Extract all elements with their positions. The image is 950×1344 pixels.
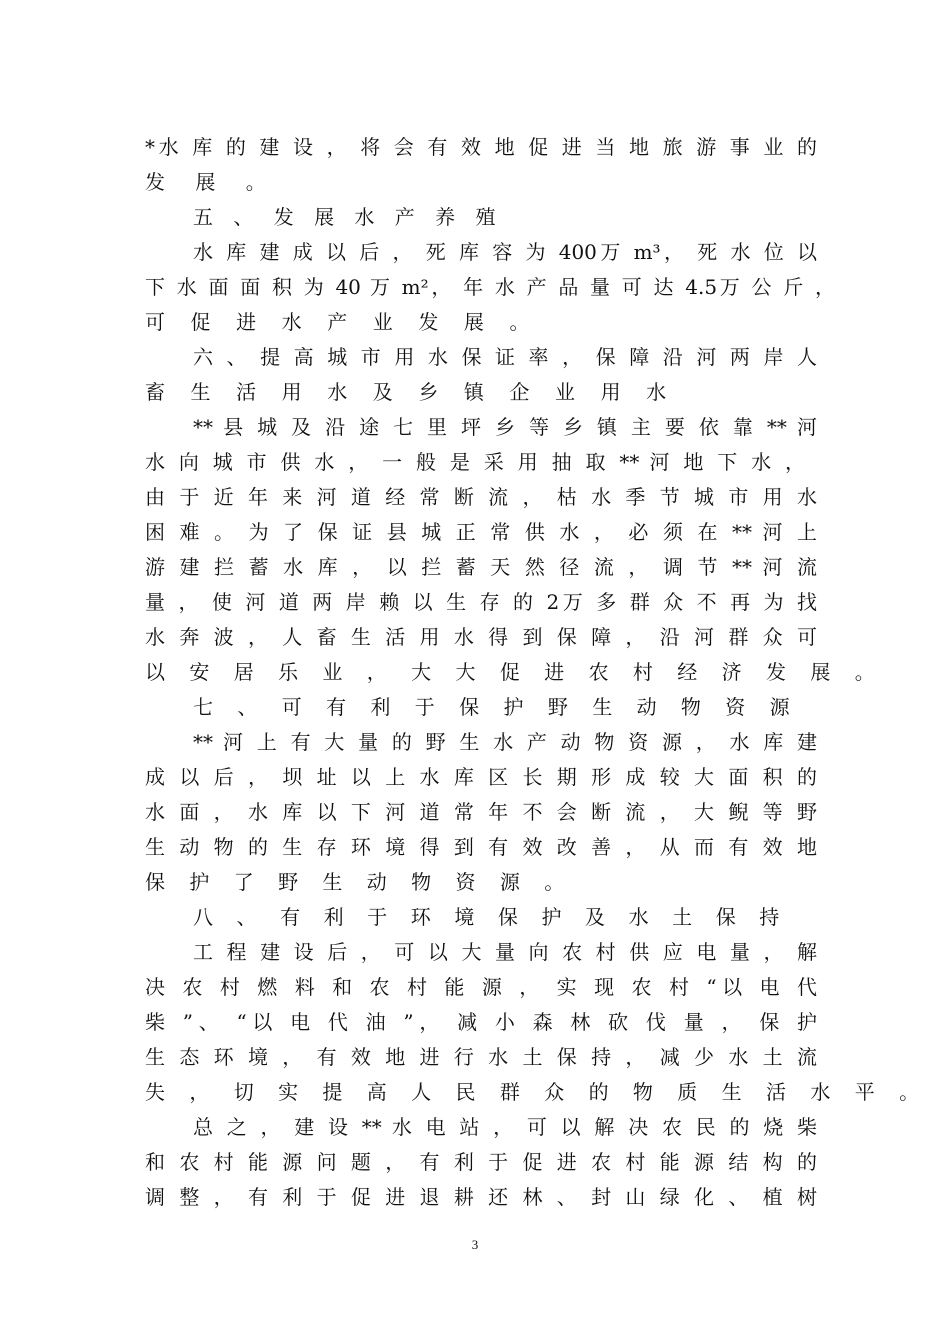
body-line: 成 以 后 ， 坝 址 以 上 水 库 区 长 期 形 成 较 大 面 积 的	[145, 765, 817, 789]
body-line: 调 整 ， 有 利 于 促 进 退 耕 还 林 、 封 山 绿 化 、 植 树	[145, 1185, 817, 1209]
body-line: 以 安 居 乐 业 ， 大 大 促 进 农 村 经 济 发 展 。	[145, 660, 884, 684]
body-line: 总 之 ， 建 设 ** 水 电 站 ， 可 以 解 决 农 民 的 烧 柴	[193, 1115, 817, 1139]
body-line: 柴 ”、 “以 电 代 油 ”， 减 小 森 林 砍 伐 量 ， 保 护	[145, 1010, 817, 1034]
body-line: *水 库 的 建 设 ， 将 会 有 效 地 促 进 当 地 旅 游 事 业 的	[145, 135, 817, 159]
body-line: 发 展 。	[145, 170, 278, 194]
body-line: 下 水 面 面 积 为 40 万 m²， 年 水 产 品 量 可 达 4.5万 公 斤 ，	[145, 275, 835, 299]
section-heading: 七 、 可 有 利 于 保 护 野 生 动 物 资 源	[193, 695, 799, 719]
body-line: 决 农 村 燃 料 和 农 村 能 源 ， 实 现 农 村 “以 电 代	[145, 975, 817, 999]
body-line: 工 程 建 设 后 ， 可 以 大 量 向 农 村 供 应 电 量 ， 解	[193, 940, 817, 964]
body-line: 生 动 物 的 生 存 环 境 得 到 有 效 改 善 ， 从 而 有 效 地	[145, 835, 817, 859]
body-line: ** 县 城 及 沿 途 七 里 坪 乡 等 乡 镇 主 要 依 靠 ** 河	[193, 415, 817, 439]
body-line: 由 于 近 年 来 河 道 经 常 断 流 ， 枯 水 季 节 城 市 用 水	[145, 485, 817, 509]
body-line: 水 向 城 市 供 水 ， 一 般 是 采 用 抽 取 ** 河 地 下 水 ，	[145, 450, 805, 474]
body-line: 量 ， 使 河 道 两 岸 赖 以 生 存 的 2万 多 群 众 不 再 为 找	[145, 590, 817, 614]
body-line: 可 促 进 水 产 业 发 展 。	[145, 310, 540, 334]
section-heading: 五 、 发 展 水 产 养 殖	[193, 205, 503, 229]
section-heading: 六 、 提 高 城 市 用 水 保 证 率 ， 保 障 沿 河 两 岸 人	[193, 345, 817, 369]
body-line: 水 面 ， 水 库 以 下 河 道 常 年 不 会 断 流 ， 大 鲵 等 野	[145, 800, 817, 824]
body-line: 生 态 环 境 ， 有 效 地 进 行 水 土 保 持 ， 减 少 水 土 流	[145, 1045, 817, 1069]
body-line: ** 河 上 有 大 量 的 野 生 水 产 动 物 资 源 ， 水 库 建	[193, 730, 817, 754]
body-line: 游 建 拦 蓄 水 库 ， 以 拦 蓄 天 然 径 流 ， 调 节 ** 河 流	[145, 555, 817, 579]
section-heading: 八 、 有 利 于 环 境 保 护 及 水 土 保 持	[193, 905, 788, 929]
body-line: 保 护 了 野 生 动 物 资 源 。	[145, 870, 574, 894]
body-line: 和 农 村 能 源 问 题 ， 有 利 于 促 进 农 村 能 源 结 构 的	[145, 1150, 817, 1174]
body-line: 水 库 建 成 以 后 ， 死 库 容 为 400万 m³， 死 水 位 以	[193, 240, 817, 264]
section-heading: 畜 生 活 用 水 及 乡 镇 企 业 用 水	[145, 380, 676, 404]
body-line: 水 奔 波 ， 人 畜 生 活 用 水 得 到 保 障 ， 沿 河 群 众 可	[145, 625, 817, 649]
body-line: 困 难 。 为 了 保 证 县 城 正 常 供 水 ， 必 须 在 ** 河 上	[145, 520, 817, 544]
page-number: 3	[471, 1237, 479, 1252]
body-line: 失 ， 切 实 提 高 人 民 群 众 的 物 质 生 活 水 平 。	[145, 1080, 929, 1104]
